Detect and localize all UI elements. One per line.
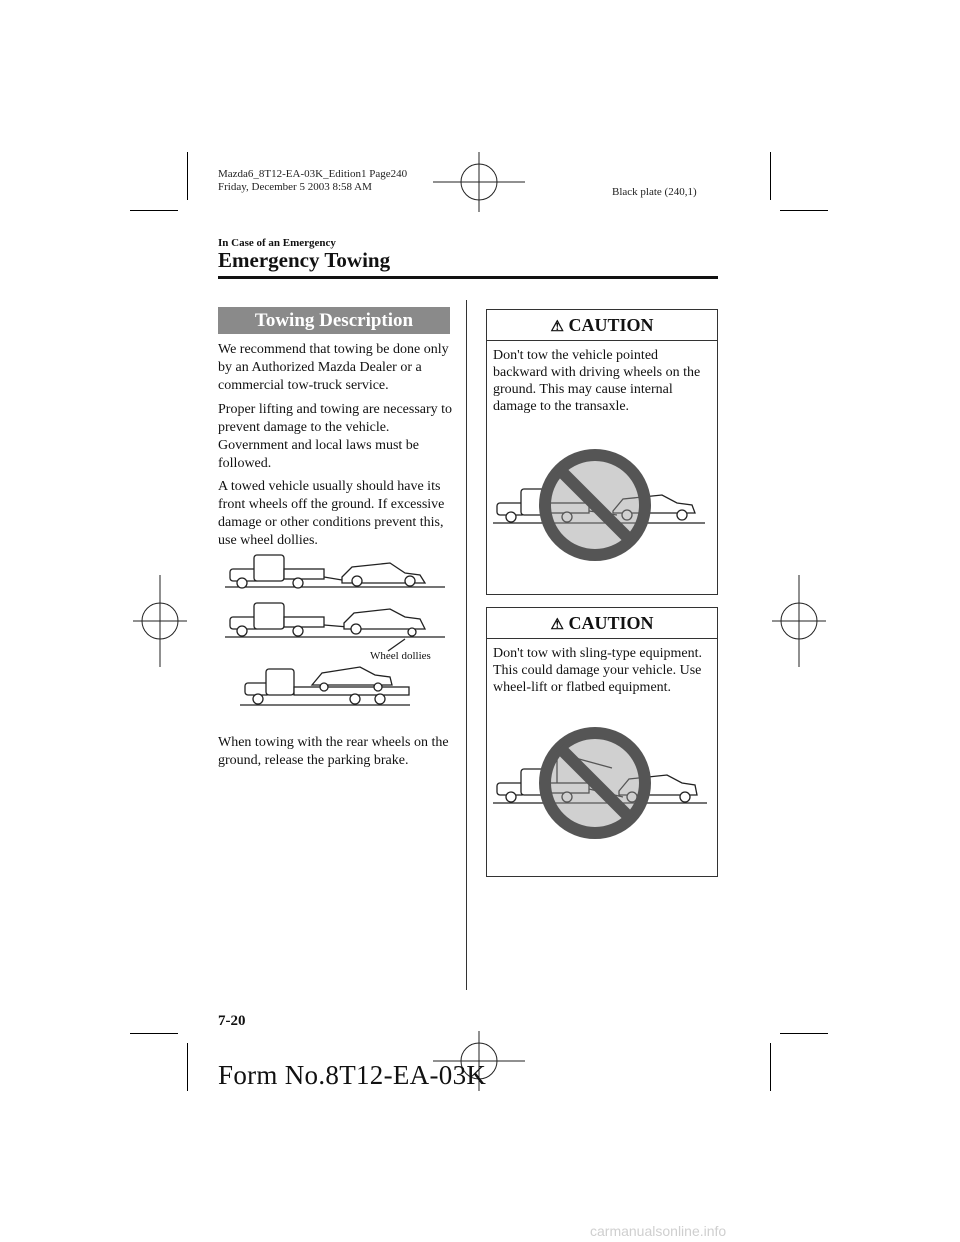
caution-box-backward bbox=[486, 309, 718, 595]
tow-truck-illustration bbox=[220, 547, 460, 712]
section-banner: Towing Description bbox=[218, 307, 450, 334]
paragraph-front-wheels: A towed vehicle usually should have its front wheels off the ground. If excessive damage or other conditions prevent this, use wheel dollies. bbox=[218, 479, 445, 548]
file-line: Mazda6_8T12-EA-03K_Edition1 Page240 bbox=[218, 168, 408, 180]
paragraph-parking-brake: When towing with the rear wheels on the ground, release the parking brake. bbox=[218, 735, 449, 768]
caution-text: Don't tow the vehicle pointed backward with driving wheels on the ground. This may cause internal damage to the transaxle. bbox=[493, 348, 701, 414]
prohibition-sign-icon bbox=[487, 445, 717, 585]
crop-mark bbox=[770, 152, 771, 200]
crop-mark bbox=[187, 152, 188, 200]
warning-triangle-icon: ⚠ bbox=[550, 617, 564, 633]
prohibition-sign-icon bbox=[487, 723, 717, 863]
caution-heading: ⚠ CAUTION bbox=[487, 608, 717, 639]
title-rule bbox=[218, 276, 718, 279]
form-number: Form No.8T12-EA-03K bbox=[218, 1060, 487, 1090]
page-number: 7-20 bbox=[218, 1013, 246, 1029]
crop-mark bbox=[130, 210, 178, 211]
caution-heading: ⚠ CAUTION bbox=[487, 310, 717, 341]
crop-mark bbox=[770, 1043, 771, 1091]
caution-text: Don't tow with sling-type equipment. This could damage your vehicle. Use wheel-lift or flatbed equipment. bbox=[493, 646, 703, 695]
wheel-dollies-label: Wheel dollies bbox=[370, 650, 431, 662]
paragraph-recommend: We recommend that towing be done only by an Authorized Mazda Dealer or a commercial tow-truck service. bbox=[218, 342, 449, 393]
crop-mark bbox=[130, 1033, 178, 1034]
section-label: In Case of an Emergency bbox=[218, 237, 336, 249]
chapter-title: Emergency Towing bbox=[218, 248, 391, 272]
column-divider bbox=[466, 300, 467, 990]
crop-mark bbox=[780, 210, 828, 211]
plate-label: Black plate (240,1) bbox=[612, 186, 697, 198]
crop-mark bbox=[780, 1033, 828, 1034]
paragraph-lifting: Proper lifting and towing are necessary to prevent damage to the vehicle. Government and local laws must be followed. bbox=[218, 402, 453, 471]
date-line: Friday, December 5 2003 8:58 AM bbox=[218, 181, 372, 193]
warning-triangle-icon: ⚠ bbox=[550, 319, 564, 335]
print-header bbox=[218, 168, 407, 194]
caution-box-sling bbox=[486, 607, 718, 877]
watermark: carmanualsonline.info bbox=[590, 1223, 727, 1239]
crop-mark bbox=[187, 1043, 188, 1091]
